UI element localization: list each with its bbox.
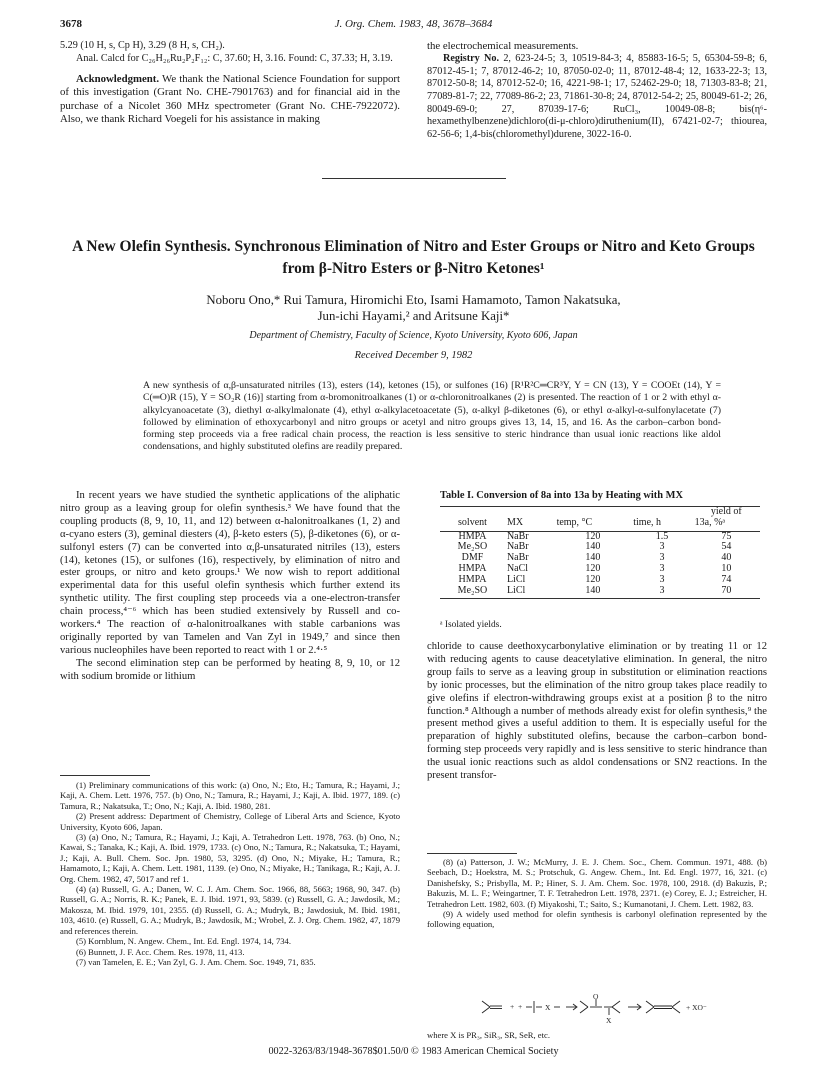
col-header-time: time, h [631, 518, 692, 531]
abstract: A new synthesis of α,β-unsaturated nitriles (13), esters (14), ketones (15), or sulfones (16) [R¹R²C═CR³Y, Y = CN (13), Y = COOEt (14), Y = C(═O)R (15), Y = SO₂R (16)] starting from α-bromonitroalkanes (1) or α-chloronitroalkanes (2) is presented. The reaction of 1 or 2 with ethyl α-alkylcyanoacetate (3), diethyl α-alkylmalonate (4), ethyl α-alkylacetoacetate (5), α-alkyl β-diketones (6), or ethyl α-alkyl-α-sulfonylacetate (7) followed by elimination of ethoxycarbonyl and nitro groups or acetyl and nitro groups gives 13, 14, 15, and 16. As the carbon–carbon bond-forming step proceeds via a free radical chain process, the reaction is less sensitive to steric hindrance than usual ionic reactions like aldol condensations, and highly substituted olefins are readily prepared. [143, 380, 721, 453]
journal-header: J. Org. Chem. 1983, 48, 3678–3684 [334, 18, 493, 30]
received-date: Received December 9, 1982 [354, 350, 473, 361]
footnotes-right [427, 857, 767, 930]
table-title: Table I. Conversion of 8a into 13a by Heating with MX [440, 490, 683, 501]
col-header-solvent: solvent [440, 518, 505, 531]
cell-temp: 120 [585, 530, 601, 542]
scheme-plus-1: + [510, 1002, 515, 1011]
cell-mx: NaBr [506, 541, 529, 553]
ack-text: We thank the National Science Foundation for support of this investigation (Grant No. CHE-7901763) and for financial aid in the purchase of a Nicolet 360 MHz spectrometer (Grant No. CHE-7922072). Also, we thank Richard Voegeli for his assistance in making [60, 73, 400, 126]
authors-line-1: Noboru Ono,* Rui Tamura, Hiromichi Eto, Isami Hamamoto, Tamon Nakatsuka, [206, 293, 621, 307]
table-footnote: ᵃ Isolated yields. [440, 620, 502, 630]
cell-solvent: Me₂SO [440, 586, 505, 599]
cell-time: 3 [659, 541, 665, 553]
cell-solvent: Me₂SO [457, 541, 488, 553]
cell-temp: 120 [585, 562, 601, 574]
nmr-line: 5.29 (10 H, s, Cp H), 3.29 (8 H, s, CH₂). [60, 40, 225, 51]
cell-mx: LiCl [505, 586, 555, 599]
footnote-6: (6) Bunnett, J. F. Acc. Chem. Res. 1978, 11, 413. [76, 946, 245, 957]
cell-time: 3 [659, 562, 665, 574]
table-header-row [440, 518, 760, 531]
article-separator [322, 178, 506, 179]
cell-mx: LiCl [506, 573, 526, 585]
cell-yield: 74 [721, 573, 732, 585]
registry-label: Registry No. [443, 53, 500, 65]
cell-yield: 40 [721, 552, 732, 564]
cell-time: 3 [631, 586, 692, 599]
footnote-8: (8) (a) Patterson, J. W.; McMurry, J. E. J. Chem. Soc., Chem. Commun. 1971, 488. (b) Seebach, D.; Hoekstra, M. S.; Protschuk, G. Angew. Chem., Int. Ed. Engl. 1977, 16, 321. (c) Danishefsky, S.; Prisbylla, M. P.; Hiner, S. J. Am. Chem. Soc. 1978, 100, 2918. (d) Bakuzis, P.; Bakuzis, M. L. F.; Weingartner, T. F. Tetrahedron Lett. 1978, 2371. (e) Corey, E. J.; Estreicher, H. Tetrahedron Lett. 1982, 603. (f) Miyakoshi, T.; Saito, S.; Kumanotani, J. Chem. Lett. 1982, 83. [427, 857, 767, 909]
analysis-line: Anal. Calcd for C₂₆H₂₆Ru₂P₂F₁₂: C, 37.60; H, 3.16. Found: C, 37.33; H, 3.19. [76, 52, 393, 64]
cell-yield: 75 [721, 530, 732, 542]
footnotes-left [60, 780, 400, 967]
footnote-3: (3) (a) Ono, N.; Tamura, R.; Hayami, J.; Kaji, A. Tetrahedron Lett. 1978, 763. (b) Ono, N.; Kawai, S.; Tanaka, K.; Kaji, A. Ibid. 1979, 1733. (c) Ono, N.; Tamura, R.; Nakatsuka, T.; Hayami, J.; Kaji, A. Bull. Chem. Soc. Jpn. 1980, 53, 3295. (d) Ono, N.; Miyake, H.; Tamura, R.; Hamamoto, I.; Kaji, A. Chem. Lett. 1981, 1139. (e) Ono, N.; Miyake, H.; Tanikaga, R.; Kaji, A. J. Org. Chem. 1982, 47, 5017 and ref 1. [60, 832, 400, 884]
table-row [440, 542, 760, 553]
previous-article-right [427, 40, 767, 141]
cell-temp: 120 [585, 573, 601, 585]
cell-mx: NaBr [506, 530, 529, 542]
body-paragraph-2: The second elimination step can be performed by heating 8, 9, 10, or 12 with sodium bromide or lithium [60, 657, 400, 682]
affiliation: Department of Chemistry, Faculty of Science, Kyoto University, Kyoto 606, Japan [249, 330, 578, 341]
footnote-rule-right [427, 853, 517, 854]
cell-temp: 140 [555, 586, 632, 599]
previous-article-left [60, 40, 400, 126]
olefination-scheme [478, 993, 748, 1025]
footnote-5: (5) Kornblum, N. Angew. Chem., Int. Ed. Engl. 1974, 14, 734. [76, 936, 291, 947]
cell-yield: 70 [693, 586, 760, 599]
cell-time: 1.5 [655, 530, 669, 542]
cell-mx: NaBr [506, 552, 529, 564]
cell-temp: 140 [585, 541, 601, 553]
cell-solvent: HMPA [458, 573, 487, 585]
col-header-yield: 13a, %ᵃ [693, 518, 760, 531]
cell-solvent: HMPA [458, 530, 487, 542]
ack-label: Acknowledgment. [76, 73, 160, 86]
registry-text: 2, 623-24-5; 3, 10519-84-3; 4, 85883-16-5; 5, 65304-59-8; 6, 87012-45-1; 7, 87012-46-2; 10, 87050-02-0; 11, 87012-48-4; 12, 1633-22-3; 13, 87012-50-8; 14, 87012-52-0; 16, 4221-98-1; 17, 52462-29-0; 18, 71303-83-8; 21, 77089-81-7; 22, 77089-86-2; 23, 71861-30-8; 24, 87012-54-2; 25, 80049-61-2; 26, 80049-69-0; 27, 87039-17-6; RuCl₃, 10049-08-8; bis(η⁶-hexamethylbenzene)dichloro(di-μ-chloro)diruthenium(II), 67421-02-7; thiourea, 62-56-6; 1,4-bis(chloromethyl)durene, 3022-16-0. [427, 53, 767, 140]
conversion-table [440, 506, 760, 599]
table-row [440, 586, 760, 599]
article-title: A New Olefin Synthesis. Synchronous Elimination of Nitro and Ester Groups or Nitro and Keto Groups from β-Nitro Esters or β-Nitro Ketones¹ [72, 238, 755, 277]
cell-solvent: HMPA [458, 562, 487, 574]
table-row [440, 531, 760, 542]
table-row [440, 553, 760, 564]
footnote-4: (4) (a) Russell, G. A.; Danen, W. C. J. Am. Chem. Soc. 1966, 88, 5663; 1968, 90, 347. (b) Russell, G. A.; Norris, R. K.; Panek, E. J. Ibid. 1971, 93, 5839. (c) Russell, G. A.; Jawdosik, M.; Makosza, M. Ibid. 1979, 101, 2355. (d) Russell, G. A.; Mudryk, B.; Jawdosiuk, M. Ibid. 1981, 103, 4610. (e) Russell, G. A.; Mudryk, B.; Jawdosik, M.; Wrobel, Z. J. Org. Chem. 1982, 47, 1879 and references therein. [60, 884, 400, 936]
cell-yield: 54 [721, 541, 732, 553]
scheme-x-below: X [606, 1016, 612, 1025]
scheme-caption: where X is PR₃, SiR₃, SR, SeR, etc. [427, 1030, 550, 1040]
page-number: 3678 [60, 18, 82, 30]
scheme-plus-2: + [518, 1002, 523, 1011]
table-row [440, 575, 760, 586]
authors-line-2: Jun-ichi Hayami,² and Aritsune Kaji* [317, 309, 510, 323]
scheme-x-1: X [545, 1003, 551, 1012]
cell-yield: 10 [721, 562, 732, 574]
acknowledgment [60, 73, 400, 126]
footnote-1: (1) Preliminary communications of this work: (a) Ono, N.; Eto, H.; Tamura, R.; Hayami, J.; Kaji, A. Chem. Lett. 1976, 757. (b) Ono, N.; Tamura, R.; Hayami, J.; Kaji, A. Ibid. 1977, 189. (c) Tamura, R.; Nakatsuka, T.; Ono, N.; Kaji, A. Ibid. 1980, 281. [60, 780, 400, 811]
body-paragraph-1: In recent years we have studied the synthetic applications of the aliphatic nitro group as a leaving group for olefin synthesis.³ We have found that the coupling products (8, 9, 10, 11, and 12) between α-halonitroalkanes (1, 2) and α-cyano esters (3), geminal diesters (4), β-keto esters (5), β-diketones (6), or α-sulfonyl esters (7) can be converted into α,β-unsaturated nitriles (13), esters (14), ketones (15), or sulfones (16), respectively, by elimination of nitro and ester groups, or nitro and keto groups.¹ We now wish to report additional experimental data for this useful olefin synthesis which further extend its synthetic utility. The first coupling step proceeds via a one-electron-transfer chain process,⁴⁻⁶ which has been studied extensively by Russell and co-workers.⁴ The reaction of α-halonitroalkanes with stable carbanions was originally reported by van Tamelen and Van Zyl in 1949,⁷ and since then various nucleophiles have been reported to react with 1 or 2.⁴·⁵ [60, 490, 400, 656]
body-left-column [60, 490, 400, 684]
cell-time: 3 [659, 573, 665, 585]
table-row [440, 564, 760, 575]
col-header-temp: temp, °C [555, 518, 632, 531]
body-right-column [427, 641, 767, 783]
scheme-o: O [593, 993, 599, 1001]
footnote-rule-left [60, 775, 150, 776]
footnote-2: (2) Present address: Department of Chemistry, College of Liberal Arts and Science, Kyoto University, Kyoto 606, Japan. [60, 811, 400, 832]
footnote-9: (9) A widely used method for olefin synthesis is carbonyl olefination represented by the following equation, [427, 909, 767, 930]
cell-mx: NaCl [506, 562, 529, 574]
footnote-7: (7) van Tamelen, E. E.; Van Zyl, G. J. Am. Chem. Soc. 1949, 71, 835. [76, 956, 316, 967]
yield-header-top: yield of [693, 507, 760, 518]
cell-solvent: DMF [461, 552, 484, 564]
body-paragraph-3: chloride to cause deethoxycarbonylative elimination or by treating 11 or 12 with reducing agents to cause deacetylative elimination. In general, the nitro group fails to serve as a leaving group in substitution or elimination reactions by ionic processes, but the elimination of the nitro group takes place readily to give olefins if electron-withdrawing groups exist at a position β to the nitro function.⁸ Although a number of methods already exist for olefin synthesis,⁹ the present method gives a useful addition to them. It is especially useful for the preparation of highly substituted olefins, because the carbon–carbon bond-forming step proceeds very rapidly and is less sensitive to steric hindrance than the usual ionic reactions such as aldol condensations or SN2 reactions. In the present transfor- [427, 641, 767, 782]
col-header-mx: MX [505, 518, 555, 531]
cell-time: 3 [659, 552, 665, 564]
ack-continued: the electrochemical measurements. [427, 40, 579, 52]
authors [60, 292, 767, 324]
page-footer: 0022-3263/83/1948-3678$01.50/0 © 1983 American Chemical Society [268, 1046, 559, 1057]
scheme-product: + XO⁻ [686, 1003, 707, 1012]
registry-numbers [427, 53, 767, 141]
cell-temp: 140 [585, 552, 601, 564]
